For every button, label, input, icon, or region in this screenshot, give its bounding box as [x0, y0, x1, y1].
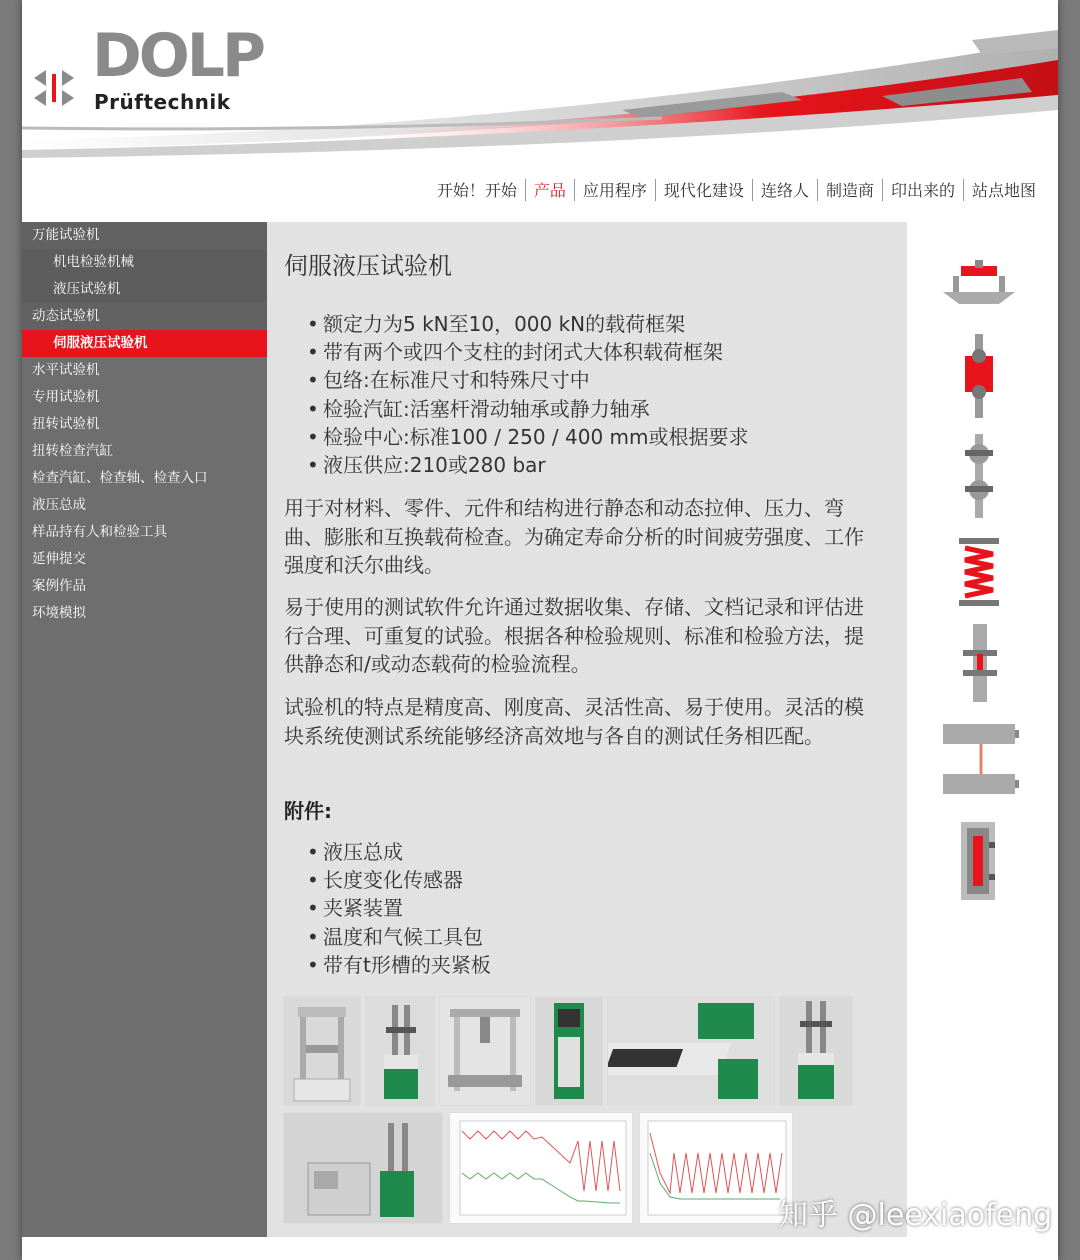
list-item: • 长度变化传感器 [307, 866, 491, 894]
sidebar-item-special[interactable]: 专用试验机 [22, 384, 267, 411]
list-item: • 温度和气候工具包 [307, 923, 491, 951]
test-type-icons [907, 222, 1058, 922]
bending-test-icon[interactable] [939, 260, 1019, 314]
sidebar [22, 222, 267, 1237]
list-item: • 检验中心:标准100 / 250 / 400 mm或根据要求 [307, 423, 749, 451]
header-banner [22, 0, 1058, 165]
specimen-grip-icon[interactable] [963, 624, 997, 706]
page-title: 伺服液压试验机 [284, 252, 452, 280]
wire-tension-icon[interactable] [943, 720, 1019, 802]
nav-item-products[interactable]: 产品 [533, 181, 566, 200]
sidebar-item-hydraulic-units[interactable]: 液压总成 [22, 492, 267, 519]
sidebar-item-case-studies[interactable]: 案例作品 [22, 573, 267, 600]
nav-item-modernization[interactable]: 现代化建设 [663, 181, 744, 200]
list-item: • 带有两个或四个支柱的封闭式大体积载荷框架 [307, 338, 749, 366]
product-photo-thumb[interactable] [283, 996, 361, 1106]
sidebar-item-horizontal[interactable]: 水平试验机 [22, 357, 267, 384]
product-photo-thumb[interactable] [365, 996, 435, 1106]
nav-item-home[interactable]: 开始！开始 [436, 181, 517, 200]
sidebar-item-universal[interactable]: 万能试验机 [22, 222, 267, 249]
footer-strip [22, 1237, 1058, 1260]
sidebar-item-hydraulic[interactable]: 液压试验机 [22, 276, 267, 303]
list-item: • 夹紧装置 [307, 894, 491, 922]
product-photo-thumb[interactable] [779, 996, 853, 1106]
logo-subtitle: Prüftechnik [94, 90, 231, 114]
nav-item-sitemap[interactable]: 站点地图 [971, 181, 1036, 200]
logo-wordmark: DOLP [92, 21, 264, 91]
description-paragraph: 试验机的特点是精度高、刚度高、灵活性高、易于使用。灵活的模块系统使测试系统能够经济高效地与各自的测试任务相匹配。 [284, 695, 864, 748]
sidebar-item-torsion-cylinder[interactable]: 扭转检查汽缸 [22, 438, 267, 465]
sidebar-item-specimen-holders[interactable]: 样品持有人和检验工具 [22, 519, 267, 546]
nav-item-manufacturer[interactable]: 制造商 [825, 181, 874, 200]
nav-item-applications[interactable]: 应用程序 [582, 181, 647, 200]
clamp-fixture-icon[interactable] [961, 822, 995, 904]
nav-item-contact[interactable]: 连络人 [760, 181, 809, 200]
fatigue-chart-thumb[interactable] [639, 1112, 793, 1224]
description-paragraph: 用于对材料、零件、元件和结构进行静态和动态拉伸、压力、弯曲、膨胀和互换载荷检查。为确定寿命分析的时间疲劳强度、工作强度和沃尔曲线。 [284, 496, 864, 577]
page [22, 0, 1058, 1260]
product-photo-thumb[interactable] [283, 1112, 443, 1224]
list-item: • 液压供应:210或280 bar [307, 451, 749, 479]
fatigue-chart-thumb[interactable] [449, 1112, 633, 1224]
spring-test-icon[interactable] [959, 538, 999, 612]
list-item: • 检验汽缸:活塞杆滑动轴承或静力轴承 [307, 395, 749, 423]
sidebar-item-extensometers[interactable]: 延伸提交 [22, 546, 267, 573]
sidebar-item-servo-hydraulic[interactable]: 伺服液压试验机 [22, 330, 267, 357]
list-item: • 带有t形槽的夹紧板 [307, 951, 491, 979]
product-photo-thumb[interactable] [535, 996, 603, 1106]
sidebar-item-electromechanical[interactable]: 机电检验机械 [22, 249, 267, 276]
list-item: • 包络:在标准尺寸和特殊尺寸中 [307, 366, 749, 394]
watermark-text: 知乎 @leexiaofeng [778, 1198, 1053, 1233]
main-content [267, 222, 907, 1237]
sidebar-item-torsion[interactable]: 扭转试验机 [22, 411, 267, 438]
compression-test-icon[interactable] [959, 334, 999, 422]
sidebar-item-test-cylinders[interactable]: 检查汽缸、检查轴、检查入口 [22, 465, 267, 492]
tension-test-icon[interactable] [959, 434, 999, 522]
sidebar-item-dynamic[interactable]: 动态试验机 [22, 303, 267, 330]
feature-list [307, 310, 749, 479]
nav-item-imprint[interactable]: 印出来的 [890, 181, 955, 200]
top-navigation [429, 178, 1044, 201]
description-paragraph: 易于使用的测试软件允许通过数据收集、存储、文档记录和评估进行合理、可重复的试验。根据各种检验规则、标准和检验方法，提供静态和/或动态载荷的检验流程。 [284, 595, 864, 676]
accessories-heading: 附件: [284, 799, 332, 823]
sidebar-item-environment[interactable]: 环境模拟 [22, 600, 267, 627]
product-photo-thumb[interactable] [439, 996, 531, 1106]
product-photo-thumb[interactable] [607, 996, 775, 1106]
accessories-list [307, 838, 491, 979]
list-item: • 额定力为5 kN至10，000 kN的载荷框架 [307, 310, 749, 338]
list-item: • 液压总成 [307, 838, 491, 866]
